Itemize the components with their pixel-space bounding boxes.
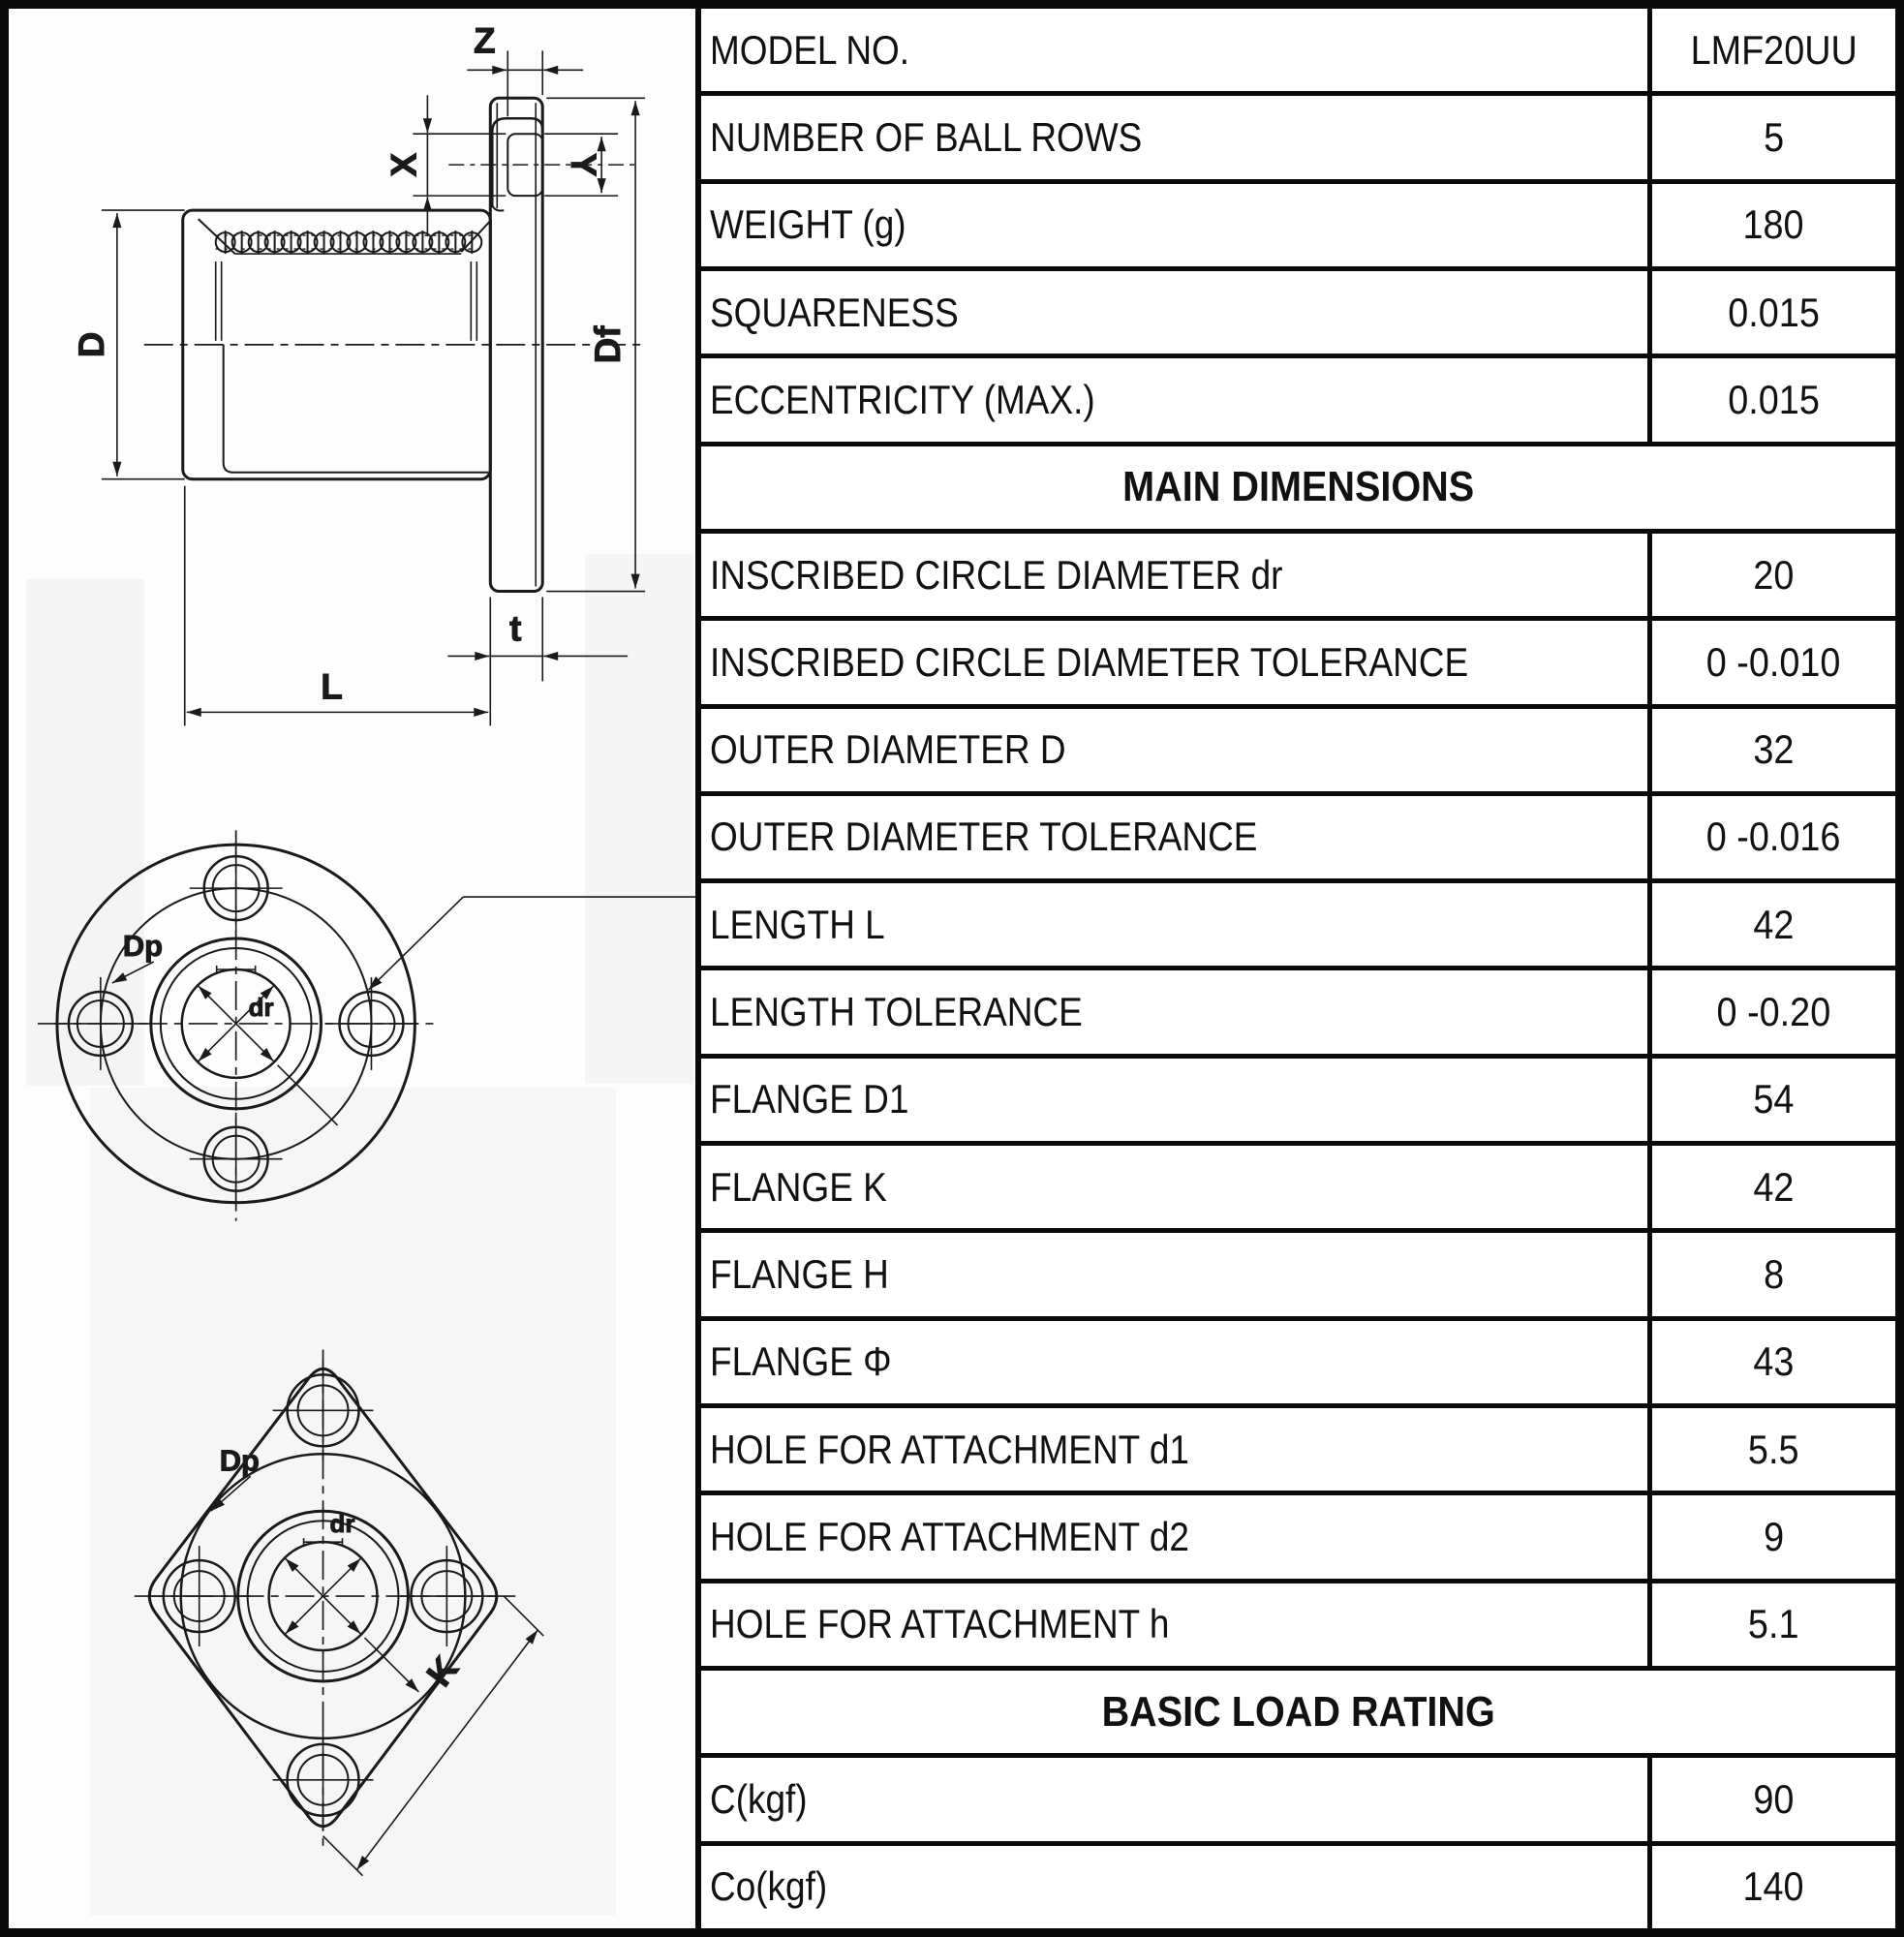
- spec-value-cell: [1647, 1846, 1895, 1928]
- spec-row: [701, 1054, 1895, 1141]
- spec-row: [701, 354, 1895, 441]
- spec-label: HOLE FOR ATTACHMENT d1: [710, 1426, 1189, 1472]
- scan-shade: [585, 554, 693, 1084]
- spec-value: 20: [1753, 551, 1795, 598]
- dim-label-dp: Dp: [219, 1443, 260, 1478]
- spec-label: FLANGE K: [710, 1163, 887, 1210]
- spec-row: [701, 966, 1895, 1053]
- dim-label-df: Df: [588, 325, 629, 364]
- spec-row: [701, 91, 1895, 178]
- spec-value: 42: [1753, 901, 1795, 947]
- spec-label-cell: [701, 1758, 1647, 1840]
- spec-value: 0.015: [1728, 289, 1820, 335]
- spec-row: [701, 1753, 1895, 1840]
- spec-label-cell: [701, 1583, 1647, 1666]
- spec-label-cell: [701, 970, 1647, 1053]
- dim-label-l: L: [321, 666, 343, 707]
- spec-label-cell: [701, 1408, 1647, 1491]
- spec-label-cell: [701, 534, 1647, 616]
- dim-label-dr: dr: [329, 1509, 355, 1539]
- dim-label-dr: dr: [248, 992, 274, 1022]
- spec-value-cell: [1647, 1495, 1895, 1578]
- spec-value: 42: [1753, 1163, 1795, 1210]
- spec-label-cell: [701, 1846, 1647, 1928]
- section-title-cell: [701, 1671, 1895, 1753]
- spec-row: [701, 1841, 1895, 1928]
- spec-value-cell: [1647, 1583, 1895, 1666]
- spec-value: 5.1: [1748, 1601, 1799, 1647]
- spec-label: Co(kgf): [710, 1863, 828, 1910]
- spec-value-cell: [1647, 9, 1895, 91]
- spec-label: WEIGHT (g): [710, 201, 906, 248]
- spec-value-cell: [1647, 534, 1895, 616]
- spec-label: INSCRIBED CIRCLE DIAMETER dr: [710, 551, 1283, 598]
- spec-label: LENGTH L: [710, 901, 885, 947]
- spec-label: C(kgf): [710, 1775, 808, 1822]
- section-header-row: [701, 1666, 1895, 1753]
- spec-value-cell: [1647, 96, 1895, 178]
- spec-value-cell: [1647, 1059, 1895, 1141]
- spec-label: NUMBER OF BALL ROWS: [710, 113, 1143, 160]
- technical-drawing: [9, 9, 695, 1928]
- spec-label-cell: [701, 1059, 1647, 1141]
- spec-row: [701, 791, 1895, 878]
- spec-label: INSCRIBED CIRCLE DIAMETER TOLERANCE: [710, 638, 1469, 685]
- spec-label: OUTER DIAMETER TOLERANCE: [710, 814, 1258, 860]
- spec-value: 180: [1742, 201, 1805, 248]
- spec-label: FLANGE H: [710, 1251, 889, 1298]
- spec-value: LMF20UU: [1690, 26, 1858, 73]
- spec-label-cell: [701, 184, 1647, 266]
- spec-label-cell: [701, 1146, 1647, 1228]
- spec-value-cell: [1647, 970, 1895, 1053]
- spec-value: 140: [1742, 1863, 1805, 1910]
- spec-label: FLANGE D1: [710, 1076, 909, 1122]
- dim-label-dp: Dp: [122, 929, 164, 964]
- spec-row: [701, 878, 1895, 966]
- spec-value: 90: [1753, 1775, 1795, 1822]
- spec-label-cell: [701, 1321, 1647, 1403]
- spec-row: [701, 1579, 1895, 1666]
- spec-value-cell: [1647, 184, 1895, 266]
- scan-shade: [26, 579, 144, 1086]
- spec-row: [701, 529, 1895, 616]
- spec-row: [701, 9, 1895, 91]
- spec-value-cell: [1647, 883, 1895, 966]
- spec-value: 0 -0.20: [1716, 989, 1831, 1035]
- spec-row: [701, 616, 1895, 703]
- spec-label: ECCENTRICITY (MAX.): [710, 376, 1095, 422]
- spec-value: 32: [1753, 726, 1795, 773]
- spec-table: [695, 9, 1895, 1928]
- spec-row: [701, 1316, 1895, 1403]
- spec-value: 0.015: [1728, 376, 1820, 422]
- drawing-panel: [9, 9, 695, 1928]
- spec-row: [701, 266, 1895, 354]
- spec-value-cell: [1647, 621, 1895, 703]
- spec-label: SQUARENESS: [710, 289, 959, 335]
- spec-row: [701, 704, 1895, 791]
- spec-label-cell: [701, 709, 1647, 791]
- spec-value: 0 -0.016: [1706, 814, 1841, 860]
- spec-label: HOLE FOR ATTACHMENT d2: [710, 1513, 1189, 1559]
- spec-value: 54: [1753, 1076, 1795, 1122]
- scan-shade: [90, 1088, 616, 1916]
- spec-value: 5.5: [1748, 1426, 1799, 1472]
- spec-row: [701, 1491, 1895, 1578]
- section-header-row: [701, 442, 1895, 529]
- dim-label-y: Y: [564, 152, 604, 177]
- spec-label-cell: [701, 1233, 1647, 1315]
- spec-value-cell: [1647, 1408, 1895, 1491]
- dim-label-x: X: [384, 152, 424, 177]
- spec-label-cell: [701, 96, 1647, 178]
- side-view-drawing: [72, 20, 647, 725]
- spec-row: [701, 1403, 1895, 1491]
- spec-label-cell: [701, 621, 1647, 703]
- spec-value-cell: [1647, 1321, 1895, 1403]
- dim-label-z: Z: [474, 20, 496, 61]
- spec-label-cell: [701, 271, 1647, 354]
- spec-label: LENGTH TOLERANCE: [710, 989, 1083, 1035]
- spec-value-cell: [1647, 271, 1895, 354]
- section-title: MAIN DIMENSIONS: [1121, 463, 1475, 511]
- spec-value-cell: [1647, 709, 1895, 791]
- spec-value-cell: [1647, 1146, 1895, 1228]
- spec-row: [701, 1141, 1895, 1228]
- spec-value-cell: [1647, 1758, 1895, 1840]
- spec-label: FLANGE Φ: [710, 1338, 892, 1385]
- dim-label-d: D: [71, 331, 111, 358]
- spec-label: HOLE FOR ATTACHMENT h: [710, 1601, 1170, 1647]
- spec-row: [701, 179, 1895, 266]
- ball-row: [216, 231, 482, 254]
- spec-label-cell: [701, 9, 1647, 91]
- spec-label: MODEL NO.: [710, 26, 910, 73]
- spec-label-cell: [701, 1495, 1647, 1578]
- dim-label-t: t: [509, 608, 522, 649]
- spec-label: OUTER DIAMETER D: [710, 726, 1066, 773]
- spec-value: 8: [1763, 1251, 1785, 1298]
- spec-value-cell: [1647, 1233, 1895, 1315]
- spec-value-cell: [1647, 358, 1895, 441]
- spec-label-cell: [701, 796, 1647, 878]
- spec-value: 5: [1763, 113, 1785, 160]
- spec-label-cell: [701, 358, 1647, 441]
- spec-value: 43: [1753, 1338, 1795, 1385]
- spec-label-cell: [701, 883, 1647, 966]
- section-title: BASIC LOAD RATING: [1101, 1687, 1495, 1736]
- spec-row: [701, 1228, 1895, 1315]
- spec-value: 9: [1763, 1513, 1785, 1559]
- spec-value: 0 -0.010: [1706, 638, 1841, 685]
- spec-value-cell: [1647, 796, 1895, 878]
- section-title-cell: [701, 446, 1895, 529]
- dim-label-k: K: [418, 1648, 467, 1694]
